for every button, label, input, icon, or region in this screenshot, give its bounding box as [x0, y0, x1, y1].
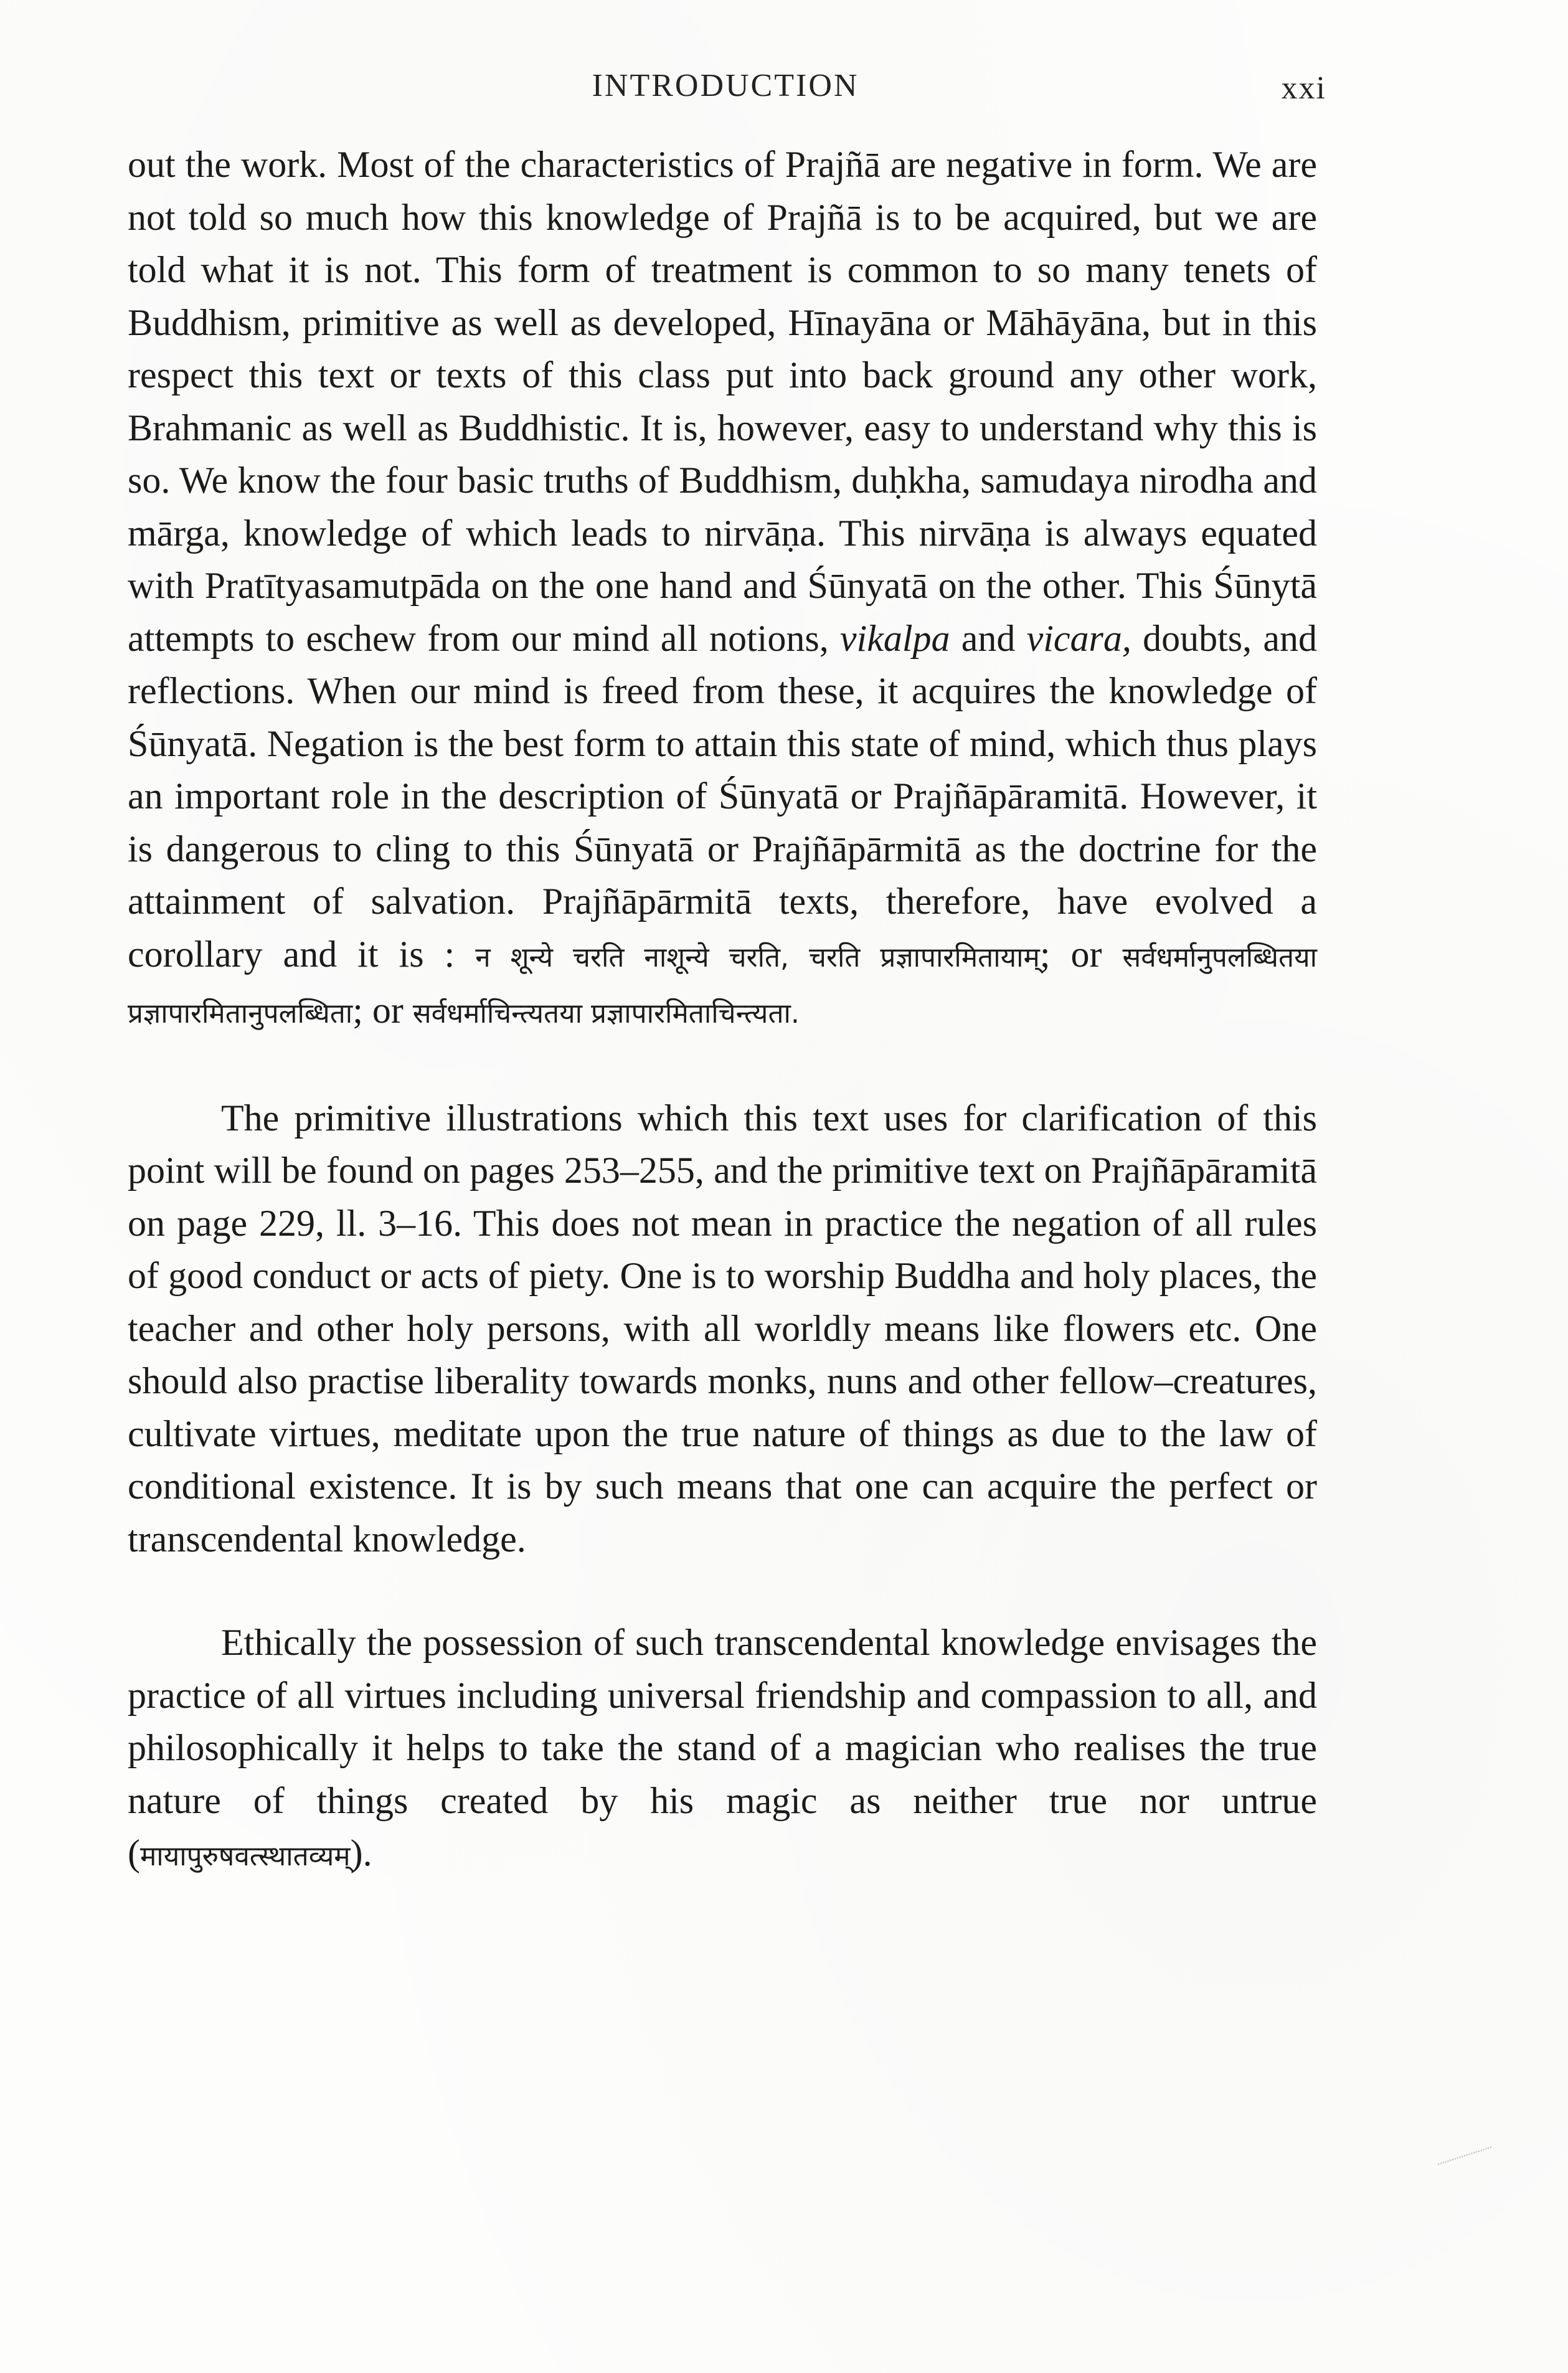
running-head	[125, 67, 1326, 123]
sanskrit-quote-2: सर्वधर्मानुपलब्धितया प्रज्ञापारमितानुपलब्धिता	[128, 941, 1318, 1030]
body-text	[128, 138, 1317, 1883]
text-segment: ).	[350, 1832, 372, 1873]
paragraph-2	[128, 1092, 1317, 1566]
running-title: INTRODUCTION	[592, 68, 859, 103]
term-vikalpa: vikalpa	[839, 617, 950, 659]
sanskrit-quote-1: न शून्ये चरति नाशून्ये चरति, चरति प्रज्ञापारमितायाम्	[475, 941, 1040, 973]
term-vicara: vicara,	[1026, 617, 1131, 659]
page-number: xxi	[1281, 70, 1326, 106]
sanskrit-quote-4: मायापुरुषवत्स्थातव्यम्	[139, 1840, 351, 1872]
text-segment: Ethically the possession of such transcendental knowledge envisages the practice of all virtues including universal friendship and compassion to all, and philosophically it helps to take the stand of a magician who realises the true nature of things created by his magic as neither true nor untrue (	[128, 1622, 1317, 1873]
text-segment: ; or	[352, 990, 413, 1031]
scan-speck	[1438, 2146, 1493, 2168]
text-segment: ; or	[1039, 933, 1123, 975]
text-segment: out the work. Most of the characteristics of Prajñā are negative in form. We are not told so much how this knowledge of Prajñā is to be acquired, but we are told what it is not. This form of treatment is common to so many tenets of Buddhism, primitive as well as developed, Hīnayāna or Māhāyāna, but in this respect this text or texts of this class put into back ground any other work, Brahmanic as well as Buddhistic. It is, however, easy to understand why this is so. We know the four basic truths of Buddhism, duḥkha, samudaya nirodha and mārga, knowledge of which leads to nirvāṇa. This nirvāṇa is always equated with Pratītyasamutpāda on the one hand and Śūnyatā on the other. This Śūnytā attempts to eschew from our mind all notions,	[128, 144, 1317, 659]
text-segment: The primitive illustrations which this text uses for clarification of this point will be found on pages 253–255, and the primitive text on Prajñāpāramitā on page 229, ll. 3–16. This does not mean in practice the negation of all rules of good conduct or acts of piety. One is to worship Buddha and holy places, the teacher and other holy persons, with all worldly means like flowers etc. One should also practise liberality towards monks, nuns and other fellow–creatures, cultivate virtues, meditate upon the true nature of things as due to the law of conditional existence. It is by such means that one can acquire the perfect or transcendental knowledge.	[128, 1097, 1317, 1560]
sanskrit-quote-3: सर्वधर्माचिन्त्यतया प्रज्ञापारमिताचिन्त्यता.	[412, 998, 800, 1030]
paragraph-1	[128, 138, 1317, 1041]
text-segment: doubts, and reflections. When our mind is freed from these, it acquires the knowledge of Śūnyatā. Negation is the best form to attain this state of mind, which thus plays an important role in the description of Śūnyatā or Prajñāpāramitā. However, it is dangerous to cling to this Śūnyatā or Prajñāpārmitā as the doctrine for the attainment of salvation. Prajñāpārmitā texts, therefore, have evolved a corollary and it is :	[128, 617, 1317, 975]
text-segment: and	[950, 617, 1027, 659]
paragraph-3	[128, 1616, 1317, 1883]
